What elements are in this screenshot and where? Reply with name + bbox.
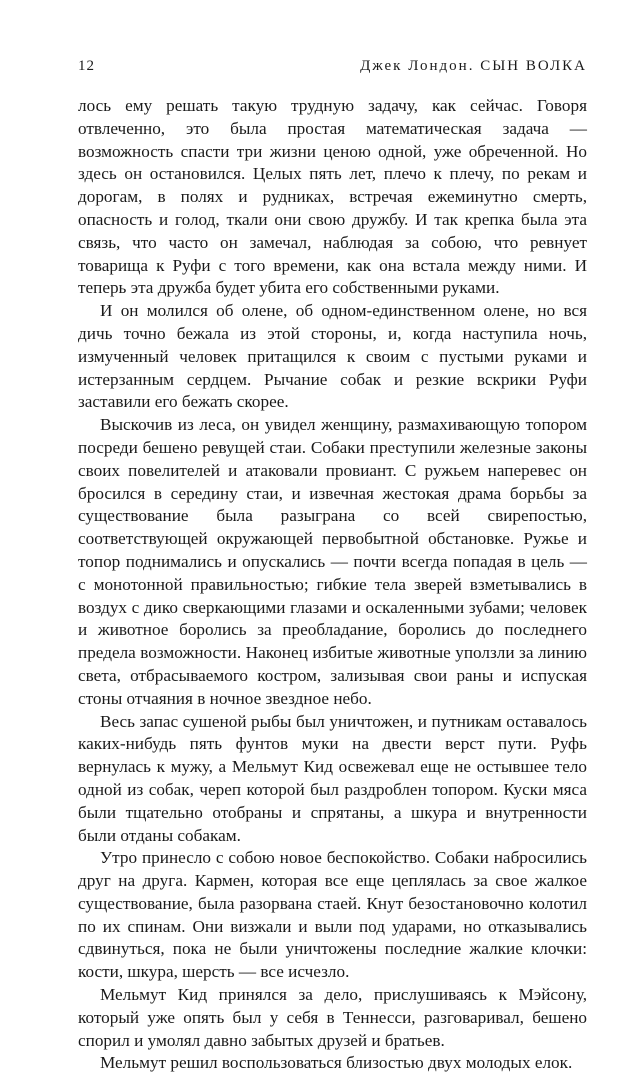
text-body	[78, 95, 587, 1075]
paragraph: Мельмут Кид принялся за дело, прислушиваясь к Мэйсону, который уже опять был у себя в Теннесси, разговаривал, бешено спорил и умолял давно забытых друзей и братьев.	[78, 985, 587, 1050]
paragraph: Весь запас сушеной рыбы был уничтожен, и путникам оставалось каких-нибудь пять фунтов муки на двести верст пути. Руфь вернулась к мужу, а Мельмут Кид освежевал еще не остывшее тело одной из собак, череп которой был раздроблен топором. Куски мяса были тщательно отобраны и спрятаны, а шкура и внутренности были отданы собакам.	[78, 711, 587, 845]
paragraph: И он молился об олене, об одном-единственном олене, но вся дичь точно бежала из этой стороны, и, когда наступила ночь, измученный человек притащился к своим с пустыми руками и истерзанным сердцем. Рычание собак и резкие вскрики Руфи заставили его бежать скорее.	[78, 301, 587, 412]
paragraph: Утро принесло с собою новое беспокойство. Собаки набросились друг на друга. Кармен, которая все еще цеплялась за свое жалкое существование, была разорвана стаей. Кнут безостановочно колотил по их спинам. Они визжали и выли под ударами, но отказывались сдвинуться, пока не были уничтожены последние жалкие клочки: кости, шкура, шерсть — все исчезло.	[78, 848, 587, 982]
book-header	[360, 58, 587, 75]
paragraph: Выскочив из леса, он увидел женщину, размахивающую топором посреди бешено ревущей стаи. Собаки преступили железные законы своих повелителей и атаковали провиант. С ружьем наперевес он бросился в середину стаи, и извечная жестокая драма борьбы за существование была разыграна со всей свирепостью, соответствующей окружающей первобытной обстановке. Ружье и топор поднимались и опускались — почти всегда попадая в цель — с монотонной правильностью; гибкие тела зверей взметывались в воздух с дико сверкающими глазами и оскаленными зубами; человек и животное боролись за преобладание, боролись до последнего предела возможности. Наконец избитые животные уползли за линию света, отбрасываемого костром, зализывая свои раны и испуская стоны отчаяния в ночное звездное небо.	[78, 415, 587, 708]
running-head	[78, 58, 587, 78]
paragraph: Мельмут решил воспользоваться близостью двух молодых елок.	[100, 1053, 573, 1073]
book-title: СЫН ВОЛКА	[480, 58, 587, 74]
paragraph: лось ему решать такую трудную задачу, как сейчас. Говоря отвлеченно, это была простая математическая задача — возможность спасти три жизни ценою одной, уже обреченной. Но здесь он остановился. Целых пять лет, плечо к плечу, по рекам и дорогам, в полях и рудниках, встречая ежеминутно смерть, опасность и голод, ткали они свою дружбу. И так крепка была эта связь, что часто он замечал, наблюдая за собою, что ревнует товарища к Руфи с того времени, как она встала между ними. И теперь эта дружба будет убита его собственными руками.	[78, 96, 587, 298]
author-name: Джек Лондон.	[360, 58, 475, 74]
page-number: 12	[78, 58, 95, 74]
